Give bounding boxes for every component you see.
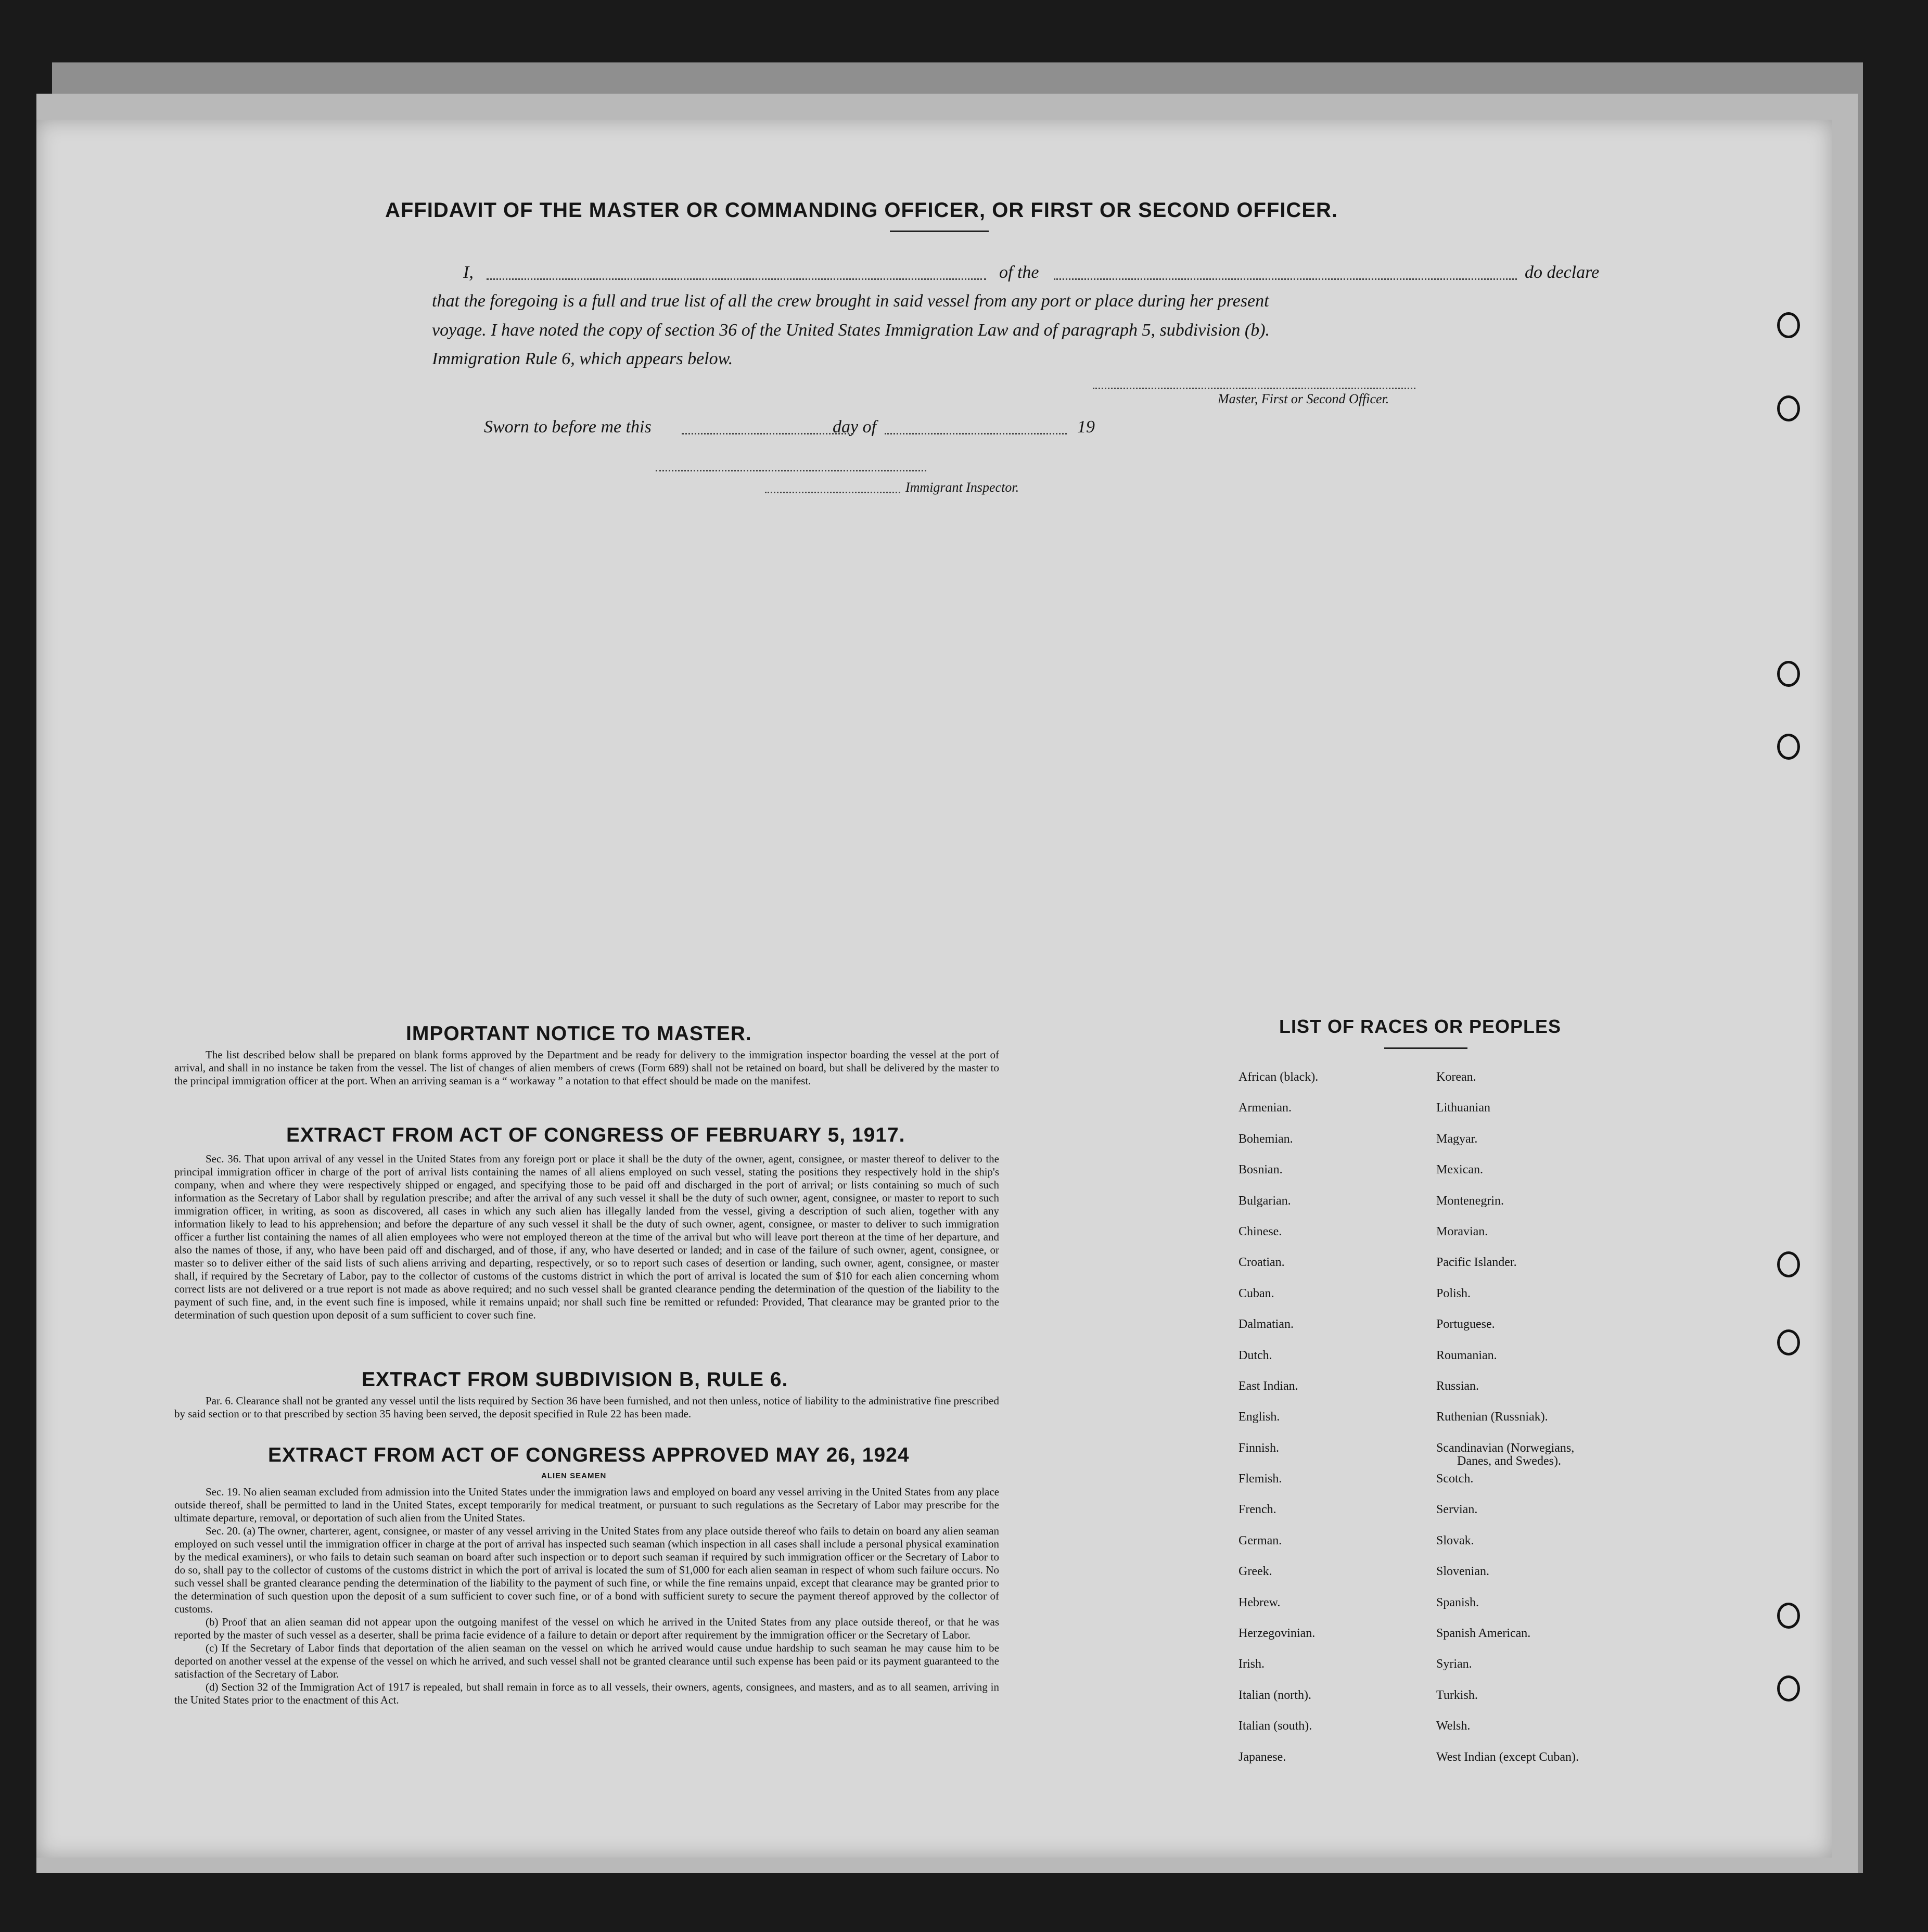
race-item: African (black). bbox=[1238, 1070, 1319, 1084]
race-item: Turkish. bbox=[1436, 1688, 1478, 1702]
vessel-field[interactable] bbox=[1054, 278, 1517, 280]
affidavit-line-4: Immigration Rule 6, which appears below. bbox=[432, 349, 733, 368]
affidavit-i: I, bbox=[463, 263, 474, 282]
form-page bbox=[36, 120, 1832, 1858]
race-item-continuation: Danes, and Swedes). bbox=[1457, 1454, 1561, 1468]
race-item: Spanish American. bbox=[1436, 1627, 1531, 1641]
inspector-label: Immigrant Inspector. bbox=[905, 480, 1019, 495]
extract-1917-title: EXTRACT FROM ACT OF CONGRESS OF FEBRUARY 5, 1917. bbox=[286, 1124, 905, 1146]
affidavit-of-the: of the bbox=[999, 263, 1039, 282]
race-item: Montenegrin. bbox=[1436, 1194, 1504, 1208]
binder-hole-icon bbox=[1777, 1329, 1800, 1355]
race-item: Dalmatian. bbox=[1238, 1317, 1294, 1332]
day-of-text: day of bbox=[833, 417, 877, 437]
race-item: Japanese. bbox=[1238, 1750, 1286, 1764]
affidavit-line-3: voyage. I have noted the copy of section 36 of the United States Immigration Law and of paragraph 5, subdivision (b). bbox=[432, 321, 1270, 340]
notice-title: IMPORTANT NOTICE TO MASTER. bbox=[406, 1022, 752, 1045]
binder-hole-icon bbox=[1777, 734, 1800, 760]
race-item: Moravian. bbox=[1436, 1224, 1488, 1238]
race-item: Bulgarian. bbox=[1238, 1194, 1291, 1208]
race-item: Chinese. bbox=[1238, 1224, 1282, 1238]
race-item: Roumanian. bbox=[1436, 1348, 1497, 1362]
binder-hole-icon bbox=[1777, 312, 1800, 338]
race-item: Finnish. bbox=[1238, 1441, 1280, 1455]
affidavit-declare: do declare bbox=[1525, 263, 1600, 282]
race-item: Herzegovinian. bbox=[1238, 1627, 1316, 1641]
race-item: Irish. bbox=[1238, 1657, 1265, 1671]
race-item: Croatian. bbox=[1238, 1256, 1285, 1270]
race-item: Scandinavian (Norwegians, bbox=[1436, 1441, 1575, 1455]
race-item: Slovak. bbox=[1436, 1533, 1474, 1547]
alien-seamen-subtitle: ALIEN SEAMEN bbox=[541, 1472, 607, 1480]
race-item: Greek. bbox=[1238, 1565, 1272, 1579]
race-item: Korean. bbox=[1436, 1070, 1476, 1084]
binder-hole-icon bbox=[1777, 1251, 1800, 1277]
year-text: 19 bbox=[1077, 417, 1095, 437]
extract-rule6-text: Par. 6. Clearance shall not be granted any vessel until the lists required by Section 36 have been furnished, and not then unless, notice of liability to the administrative fine prescribed by said section or to that prescribed by section 35 having been served, the deposit specified in Rule 22 has been made. bbox=[174, 1394, 999, 1420]
race-item: Ruthenian (Russniak). bbox=[1436, 1410, 1548, 1424]
sec-20b-text: (b) Proof that an alien seaman did not appear upon the outgoing manifest of the vessel on which he arrived in the United States from any place outside thereof, or that he was reported by the master of such vessel as a deserter, shall be prima facie evidence of a failure to detain or deport after requirement by the immigration officer or the Secretary of Labor. bbox=[174, 1616, 999, 1641]
race-item: Polish. bbox=[1436, 1286, 1471, 1300]
race-item: Magyar. bbox=[1436, 1132, 1478, 1146]
race-item: Spanish. bbox=[1436, 1595, 1479, 1609]
extract-1924-title: EXTRACT FROM ACT OF CONGRESS APPROVED MAY 26, 1924 bbox=[268, 1444, 910, 1466]
races-rule bbox=[1384, 1047, 1467, 1049]
title-rule bbox=[890, 231, 989, 232]
races-column-2 bbox=[1436, 1069, 1579, 1780]
race-item: Russian. bbox=[1436, 1379, 1479, 1393]
race-item: German. bbox=[1238, 1533, 1282, 1547]
races-column-1 bbox=[1238, 1069, 1318, 1780]
race-item: Cuban. bbox=[1238, 1286, 1274, 1300]
sec-20c-text: (c) If the Secretary of Labor finds that deportation of the alien seaman on the vessel on which he arrived would cause undue hardship to such seaman he may cause him to be deported on another vessel at the expense of the vessel on which he arrived, and such vessel shall not be granted clearance until such expense has been paid or its payment guaranteed to the satisfaction of the Secretary of Labor. bbox=[174, 1642, 999, 1680]
race-item: English. bbox=[1238, 1410, 1280, 1424]
sec-19-text: Sec. 19. No alien seaman excluded from admission into the United States under the immigration laws and employed on board any vessel arriving in the United States from any place outside thereof, shall be permitted to land in the United States, except temporarily for medical treatment, or pursuant to such regulations as the Secretary of Labor may prescribe for the ultimate departure, removal, or deportation of such alien from the United States. bbox=[174, 1486, 999, 1524]
race-item: Portuguese. bbox=[1436, 1317, 1495, 1332]
race-item: Italian (north). bbox=[1238, 1688, 1311, 1702]
affidavit-line-2: that the foregoing is a full and true list of all the crew brought in said vessel from any port or place during her present bbox=[432, 291, 1269, 311]
race-item: West Indian (except Cuban). bbox=[1436, 1750, 1579, 1764]
sworn-text: Sworn to before me this bbox=[484, 417, 652, 437]
race-item: Dutch. bbox=[1238, 1348, 1272, 1362]
race-item: East Indian. bbox=[1238, 1379, 1298, 1393]
races-title: LIST OF RACES OR PEOPLES bbox=[1279, 1016, 1562, 1037]
inspector-name-field[interactable] bbox=[765, 492, 900, 493]
binder-hole-icon bbox=[1777, 395, 1800, 421]
sec-20a-text: Sec. 20. (a) The owner, charterer, agent, consignee, or master of any vessel arriving in the United States from any place outside thereof who fails to detain on board any alien seaman employed on such vessel until the immigration officer in charge at the port of arrival has inspected such seaman (which inspection in all cases shall include a personal physical examination by the medical examiners), or who fails to detain such seaman on board after such inspection or to deport such seaman if required by such immigration officer or the Secretary of Labor to do so, shall pay to the collector of customs of the customs district in which the port of arrival is located the sum of $1,000 for each alien seaman in respect of whom such failure occurs. No such vessel shall be granted clearance pending the determination of the liability to the payment of such fine, or while the fine remains unpaid, except that clearance may be granted prior to the determination of such question upon the deposit of a sum sufficient to cover such fine, or of a bond with sufficient surety to secure the payment thereof approved by the collector of customs. bbox=[174, 1525, 999, 1615]
race-item: Scotch. bbox=[1436, 1472, 1474, 1486]
race-item: Slovenian. bbox=[1436, 1565, 1489, 1579]
race-item: Lithuanian bbox=[1436, 1101, 1490, 1115]
master-signature-field[interactable] bbox=[1093, 388, 1415, 389]
race-item: Armenian. bbox=[1238, 1101, 1292, 1115]
sworn-month-field[interactable] bbox=[885, 433, 1067, 434]
signature-label: Master, First or Second Officer. bbox=[1218, 391, 1389, 406]
sec-20d-text: (d) Section 32 of the Immigration Act of 1917 is repealed, but shall remain in force as to all vessels, their owners, agents, consignees, and masters, and as to all seamen, arriving in the United States prior to the enactment of this Act. bbox=[174, 1681, 999, 1706]
race-item: Flemish. bbox=[1238, 1472, 1282, 1486]
sworn-day-field[interactable] bbox=[682, 433, 853, 434]
inspector-signature-field[interactable] bbox=[656, 470, 926, 471]
race-item: Welsh. bbox=[1436, 1719, 1471, 1733]
race-item: Syrian. bbox=[1436, 1657, 1472, 1671]
race-item: French. bbox=[1238, 1503, 1276, 1517]
race-item: Servian. bbox=[1436, 1503, 1478, 1517]
race-item: Bohemian. bbox=[1238, 1132, 1293, 1146]
binder-hole-icon bbox=[1777, 1675, 1800, 1701]
race-item: Italian (south). bbox=[1238, 1719, 1312, 1733]
binder-hole-icon bbox=[1777, 661, 1800, 687]
binder-hole-icon bbox=[1777, 1603, 1800, 1629]
race-item: Bosnian. bbox=[1238, 1163, 1283, 1177]
extract-rule6-title: EXTRACT FROM SUBDIVISION B, RULE 6. bbox=[362, 1368, 788, 1391]
extract-1924-body bbox=[174, 1486, 999, 1707]
notice-text: The list described below shall be prepared on blank forms approved by the Department and be ready for delivery to the immigration inspector boarding the vessel at the port of arrival, and shall in no instance be taken from the vessel. The list of changes of alien members of crews (Form 689) shall not be retained on board, but shall be delivered by the master to the principal immigration officer at the port. When an arriving seaman is a “ workaway ” a notation to that effect should be made on the manifest. bbox=[174, 1048, 999, 1087]
race-item: Pacific Islander. bbox=[1436, 1256, 1517, 1270]
affidavit-title: AFFIDAVIT OF THE MASTER OR COMMANDING OFFICER, OR FIRST OR SECOND OFFICER. bbox=[385, 199, 1338, 222]
race-item: Hebrew. bbox=[1238, 1595, 1281, 1609]
name-field[interactable] bbox=[487, 278, 986, 280]
extract-1917-text: Sec. 36. That upon arrival of any vessel in the United States from any foreign port or place it shall be the duty of the owner, agent, consignee, or master thereof to deliver to the principal immigration officer in charge of the port of arrival lists containing the names of all aliens employed on such vessel, stating the positions they respectively hold in the ship's company, when and where they were respectively shipped or engaged, and specifying those to be paid off and discharged in the port of arrival; or lists containing so much of such information as the Secretary of Labor shall by regulation prescribe; and after the arrival of any such vessel it shall be the duty of such owner, agent, consignee, or master to report to such immigration officer, in writing, as soon as discovered, all cases in which any such alien has illegally landed from the vessel, giving a description of such alien, together with any information likely to lead to his apprehension; and before the departure of any such vessel it shall be the duty of such owner, agent, consignee, or master to deliver to such immigration officer a further list containing the names of all alien employees who were not employed thereon at the time of the arrival but who will leave port thereon at the time of her departure, and also the names of those, if any, who have been paid off and discharged, and of those, if any, who have deserted or landed; and in case of the failure of such owner, agent, consignee, or master so to deliver either of the said lists of such aliens arriving and departing, respectively, or so to report such cases of desertion or landing, such owner, agent, consignee, or master shall, if required by the Secretary of Labor, pay to the collector of customs of the customs district in which the port of arrival is located the sum of $10 for each alien concerning whom correct lists are not delivered or a true report is not made as above required; and no such vessel shall be granted clearance pending the determination of the question of the liability to the payment of such fine, and, in the event such fine is imposed, while it remains unpaid; nor shall such fine be remitted or refunded: Provided, That clearance may be granted prior to the determination of such question upon deposit of a sum sufficient to cover such fine. bbox=[174, 1153, 999, 1321]
race-item: Mexican. bbox=[1436, 1163, 1483, 1177]
